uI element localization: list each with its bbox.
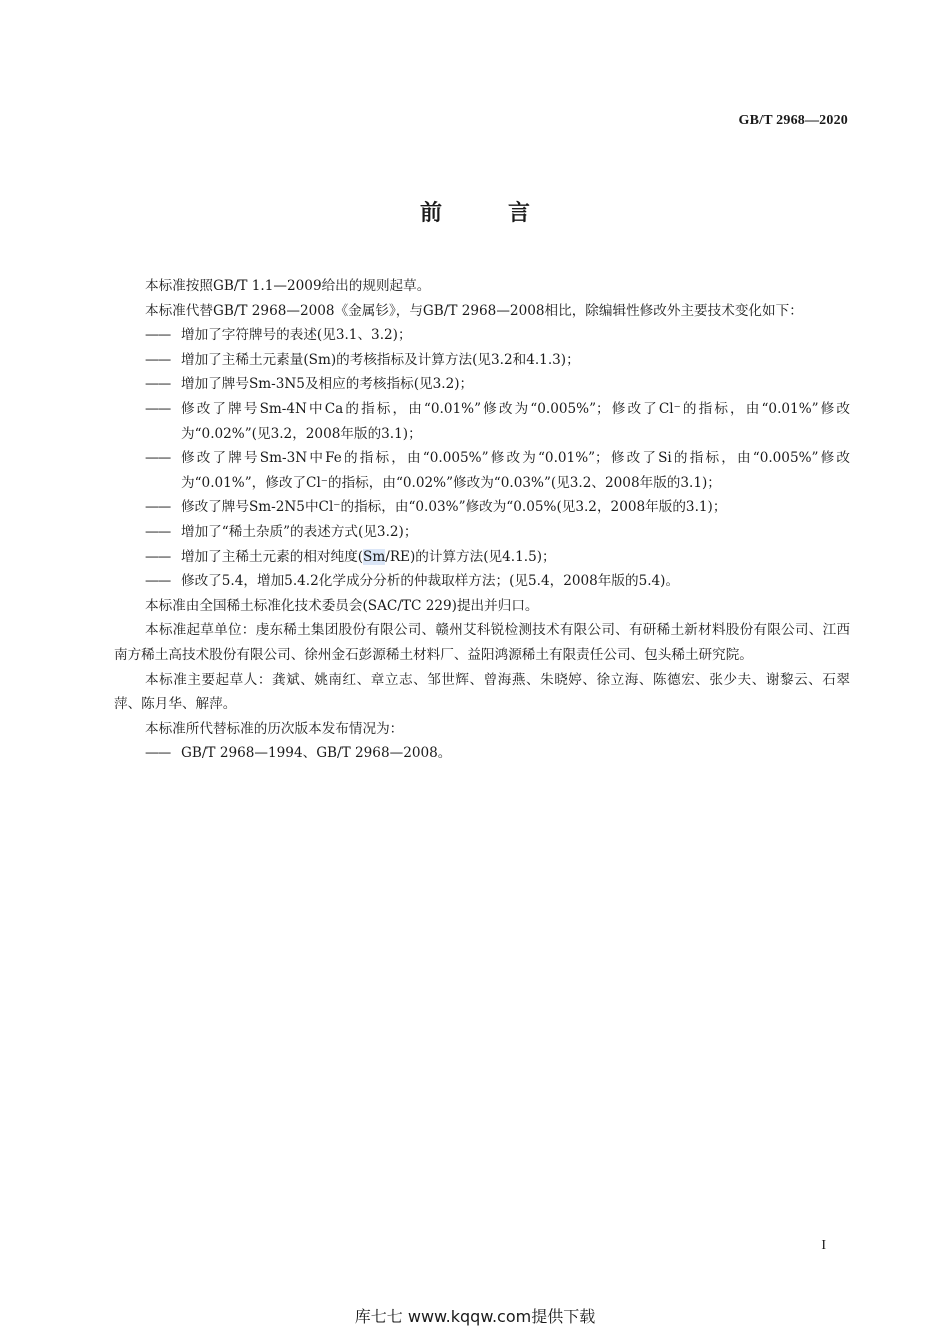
change-text: 修改了牌号Sm-3N中Fe的指标，由“0.005%”修改为“0.01%”；修改了Si的指标，由“0.005%”修改为“0.01%”，修改了Cl⁻的指标，由“0.02%”修改为“0.03%”(见3.2、2008年版的3.1)； xyxy=(181,450,850,491)
paragraph-drafters: 本标准主要起草人：龚斌、姚南红、章立志、邹世辉、曾海燕、朱晓婷、徐立海、陈德宏、张少夫、谢黎云、石翠萍、陈月华、解萍。 xyxy=(114,671,850,713)
list-item xyxy=(114,348,850,373)
list-item xyxy=(114,372,850,397)
paragraph-replacement: 本标准代替GB/T 2968—2008《金属钐》，与GB/T 2968—2008相比，除编辑性修改外主要技术变化如下： xyxy=(145,302,803,319)
selection-highlight: Sm xyxy=(363,548,386,565)
list-item xyxy=(114,446,850,495)
dash-marker: —— xyxy=(145,450,171,467)
change-text: 修改了5.4，增加5.4.2化学成分分析的仲裁取样方法；(见5.4，2008年版的5.4)。 xyxy=(181,573,680,590)
change-text-part: 增加了主稀土元素的相对纯度( xyxy=(181,548,364,565)
change-text: 修改了牌号Sm-4N中Ca的指标，由“0.01%”修改为“0.005%”；修改了Cl⁻的指标，由“0.01%”修改为“0.02%”(见3.2，2008年版的3.1)； xyxy=(181,400,850,442)
list-item xyxy=(114,495,850,520)
change-text: 增加了主稀土元素量(Sm)的考核指标及计算方法(见3.2和4.1.3)； xyxy=(181,351,580,368)
list-item xyxy=(114,520,850,545)
paragraph-drafting-units: 本标准起草单位：虔东稀土集团股份有限公司、赣州艾科锐检测技术有限公司、有研稀土新材料股份有限公司、江西南方稀土高技术股份有限公司、徐州金石彭源稀土材料厂、益阳鸿源稀土有限责任公司、包头稀土研究院。 xyxy=(114,622,850,663)
list-item xyxy=(114,323,850,348)
history-text: GB/T 2968—1994、GB/T 2968—2008。 xyxy=(181,745,452,762)
list-item xyxy=(114,397,850,446)
list-item xyxy=(114,569,850,594)
change-text: 增加了字符牌号的表述(见3.1、3.2)； xyxy=(181,327,412,344)
change-text: 修改了牌号Sm-2N5中Cl⁻的指标，由“0.03%”修改为“0.05%(见3.2，2008年版的3.1)； xyxy=(181,499,727,516)
change-text: 增加了牌号Sm-3N5及相应的考核指标(见3.2)； xyxy=(181,376,474,393)
list-item xyxy=(114,741,850,766)
list-item xyxy=(114,545,850,570)
dash-marker: —— xyxy=(145,499,171,516)
standard-code: GB/T 2968—2020 xyxy=(738,113,848,128)
paragraph-history: 本标准所代替标准的历次版本发布情况为： xyxy=(145,720,404,737)
dash-marker: —— xyxy=(145,745,171,762)
page-title xyxy=(0,196,950,227)
paragraph-proposer: 本标准由全国稀土标准化技术委员会(SAC/TC 229)提出并归口。 xyxy=(145,597,539,614)
change-text: 增加了“稀土杂质”的表述方式(见3.2)； xyxy=(181,523,418,540)
title-char-2: 言 xyxy=(507,201,530,226)
foreword-body xyxy=(114,274,850,766)
dash-marker: —— xyxy=(145,573,171,590)
download-footer: 库七七 www.kqqw.com提供下载 xyxy=(354,1307,596,1326)
paragraph-drafting-rules: 本标准按照GB/T 1.1—2009给出的规则起草。 xyxy=(145,278,431,294)
title-char-1: 前 xyxy=(419,201,442,226)
change-text-part: /RE)的计算方法(见4.1.5)； xyxy=(385,548,556,565)
page-number: I xyxy=(821,1238,826,1253)
dash-marker: —— xyxy=(145,376,171,393)
dash-marker: —— xyxy=(145,327,171,344)
dash-marker: —— xyxy=(145,351,171,368)
change-text xyxy=(181,545,850,570)
dash-marker: —— xyxy=(145,523,171,540)
dash-marker: —— xyxy=(145,400,171,417)
dash-marker: —— xyxy=(145,548,171,565)
